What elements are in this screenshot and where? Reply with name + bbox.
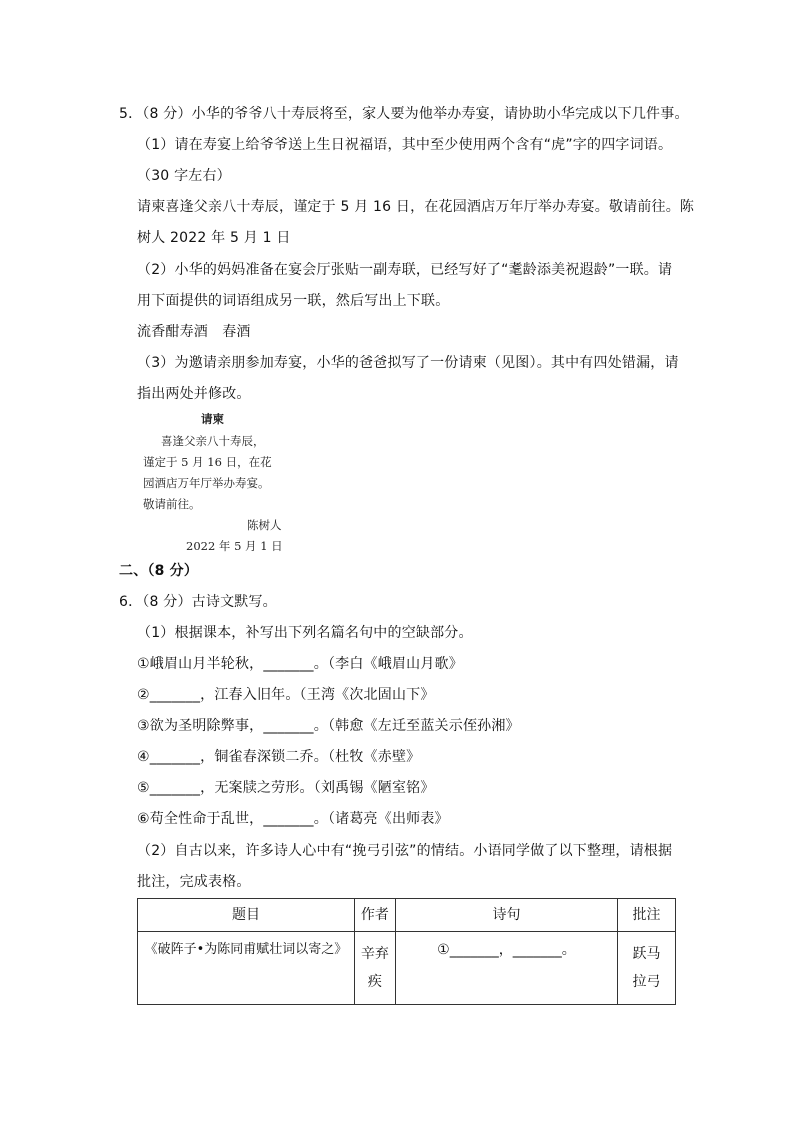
invitation-line2: 谨定于 5 月 16 日，在花 [143,455,272,469]
q6-part2-line2: 批注，完成表格。 [137,874,251,890]
q5-part3-line1: （3）为邀请亲朋参加寿宴，小华的爸爸拟写了一份请柬（见图）。其中有四处错漏，请 [137,355,679,371]
q5-part2-line2: 用下面提供的词语组成另一联，然后写出上下联。 [137,293,450,309]
q5-part1-answer-line1: 请柬喜逢父亲八十寿辰，谨定于 5 月 16 日，在花园酒店万年厅举办寿宴。敬请前往。陈 [137,199,695,215]
invitation-title: 请柬 [201,412,224,426]
q5-part2-words: 流香酣寿酒 春酒 [137,324,251,340]
table-header-row [138,899,676,932]
table-row [138,932,676,1005]
q5-title: 5．（8 分）小华的爷爷八十寿辰将至，家人要为他举办寿宴，请协助小华完成以下几件事。 [119,106,689,122]
cell-note: 跃马拉弓 [618,932,676,1005]
header-title: 题目 [138,899,355,932]
header-author: 作者 [354,899,395,932]
cell-author: 辛弃疾 [354,932,395,1005]
cell-title: 《破阵子•为陈同甫赋壮词以寄之》 [138,932,355,1005]
q5-part2-line1: （2）小华的妈妈准备在宴会厅张贴一副寿联，已经写好了“耄龄添美祝遐龄”一联。请 [137,262,673,278]
q6-item-3: ③欲为圣明除弊事，_______。（韩愈《左迁至蓝关示侄孙湘》 [137,718,520,734]
q6-item-4: ④_______，铜雀春深锁二乔。（杜牧《赤壁》 [137,749,421,765]
q5-part3-line2: 指出两处并修改。 [137,386,251,402]
cell-verse[interactable]: ①_______，_______。 [395,932,617,1005]
q6-item-5: ⑤_______，无案牍之劳形。（刘禹锡《陋室铭》 [137,780,435,796]
poem-table [137,898,676,1005]
invitation-line3: 园酒店万年厅举办寿宴。 [143,476,270,490]
q6-title: 6．（8 分）古诗文默写。 [119,594,277,610]
header-note: 批注 [618,899,676,932]
invitation-line1: 喜逢父亲八十寿辰， [161,434,265,448]
q6-item-6: ⑥苟全性命于乱世，_______。（诸葛亮《出师表》 [137,811,449,827]
q6-item-1: ①峨眉山月半轮秋，_______。（李白《峨眉山月歌》 [137,656,463,672]
q5-part1-line2: （30 字左右） [137,168,231,184]
q6-part1: （1）根据课本，补写出下列名篇名句中的空缺部分。 [137,625,473,641]
section-heading: 二、（8 分） [119,563,199,579]
q5-part1-answer-line2: 树人 2022 年 5 月 1 日 [137,230,291,246]
invitation-image [137,408,297,556]
q6-part2-line1: （2）自古以来，许多诗人心中有“挽弓引弦”的情结。小语同学做了以下整理，请根据 [137,843,673,859]
header-verse: 诗句 [395,899,617,932]
invitation-line4: 敬请前往。 [143,497,201,511]
invitation-date: 2022 年 5 月 1 日 [186,539,283,553]
invitation-signature: 陈树人 [247,518,282,532]
q6-item-2: ②_______，江春入旧年。（王湾《次北固山下》 [137,687,435,703]
q5-part1-line1: （1）请在寿宴上给爷爷送上生日祝福语，其中至少使用两个含有“虎”字的四字词语。 [137,137,673,153]
